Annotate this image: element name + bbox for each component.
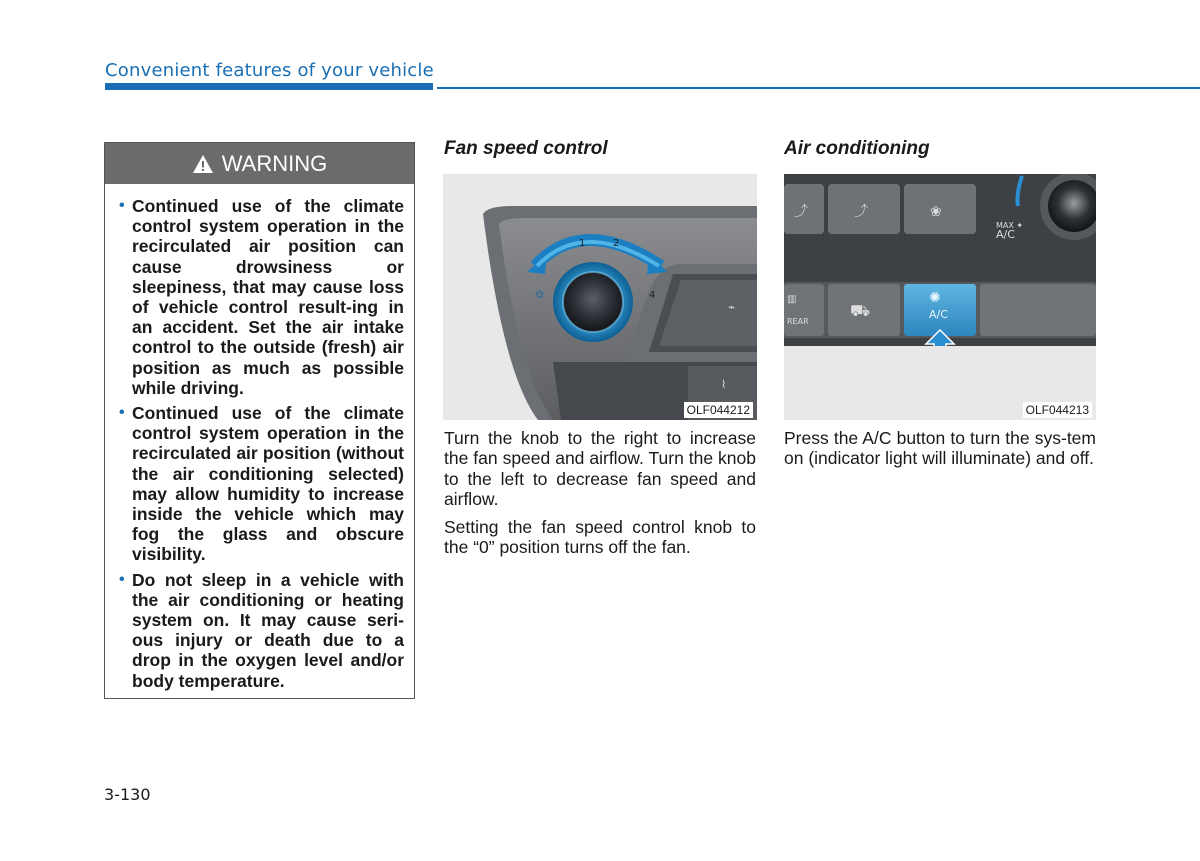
section-header-title: Convenient features of your vehicle: [105, 60, 434, 81]
svg-text:▥: ▥: [787, 294, 797, 305]
air-conditioning-text: [784, 428, 1096, 476]
warning-label: WARNING: [221, 150, 328, 176]
fan-speed-text: [444, 428, 756, 564]
page-number: 3-130: [104, 785, 151, 804]
warning-item: • Continued use of the climate control system operation in the recirculated air position can cause drowsiness or sleepiness, that may cause loss of vehicle control result-ing in an accident. Set the air intake control to the outside (fresh) air position as much as possible while driving.: [119, 196, 404, 398]
max-ac-label: MAX ✦: [996, 221, 1024, 230]
warning-triangle-icon: [192, 154, 214, 174]
rear-label: REAR: [787, 317, 809, 326]
fan-speed-figure: [443, 174, 757, 420]
paragraph: Setting the fan speed control knob to the “0” position turns off the fan.: [444, 516, 756, 558]
knob-label-2: 2: [613, 238, 620, 249]
svg-text:✺: ✺: [929, 290, 941, 306]
figure-caption: OLF044213: [1023, 402, 1092, 418]
header-rule-thin: [437, 87, 1200, 89]
bullet-icon: •: [119, 197, 125, 214]
svg-text:⛟: ⛟: [850, 301, 871, 320]
fan-speed-heading: Fan speed control: [444, 138, 608, 159]
header-rule-thick: [105, 83, 433, 90]
bullet-icon: •: [119, 404, 125, 422]
ac-small-label: A/C: [996, 228, 1015, 241]
knob-label-4: 4: [649, 290, 656, 301]
fan-knob-illustration: [443, 174, 757, 420]
svg-text:⌁: ⌁: [728, 300, 736, 314]
figure-caption: OLF044212: [684, 402, 753, 418]
warning-header: [105, 143, 414, 184]
paragraph: Press the A/C button to turn the sys-tem on (indicator light will illuminate) and off.: [784, 428, 1096, 469]
air-conditioning-heading: Air conditioning: [784, 138, 930, 159]
svg-text:❀: ❀: [930, 204, 942, 220]
ac-figure: [784, 174, 1096, 420]
svg-text:⤴: ⤴: [854, 204, 868, 220]
paragraph: Turn the knob to the right to increase the fan speed and airflow. Turn the knob to the left to decrease fan speed and airflow.: [444, 428, 756, 510]
svg-text:⤴: ⤴: [794, 204, 808, 220]
fan-icon: ✿: [535, 288, 545, 301]
warning-item: • Do not sleep in a vehicle with the air conditioning or heating system on. It may cause seri-ous injury or death due to a drop in the oxygen level and/or body temperature.: [119, 569, 404, 691]
knob-label-1: 1: [579, 238, 586, 249]
warning-item: • Continued use of the climate control system operation in the recirculated air position (without the air conditioning selected) may allow humidity to increase inside the vehicle which may fog the glass and obscure visibility.: [119, 403, 404, 565]
bullet-icon: •: [119, 570, 125, 588]
svg-text:⌇: ⌇: [721, 378, 727, 391]
warning-list: [105, 184, 414, 691]
ac-panel-illustration: [784, 174, 1096, 420]
ac-button-label: A/C: [929, 308, 948, 321]
warning-box: [104, 142, 415, 699]
